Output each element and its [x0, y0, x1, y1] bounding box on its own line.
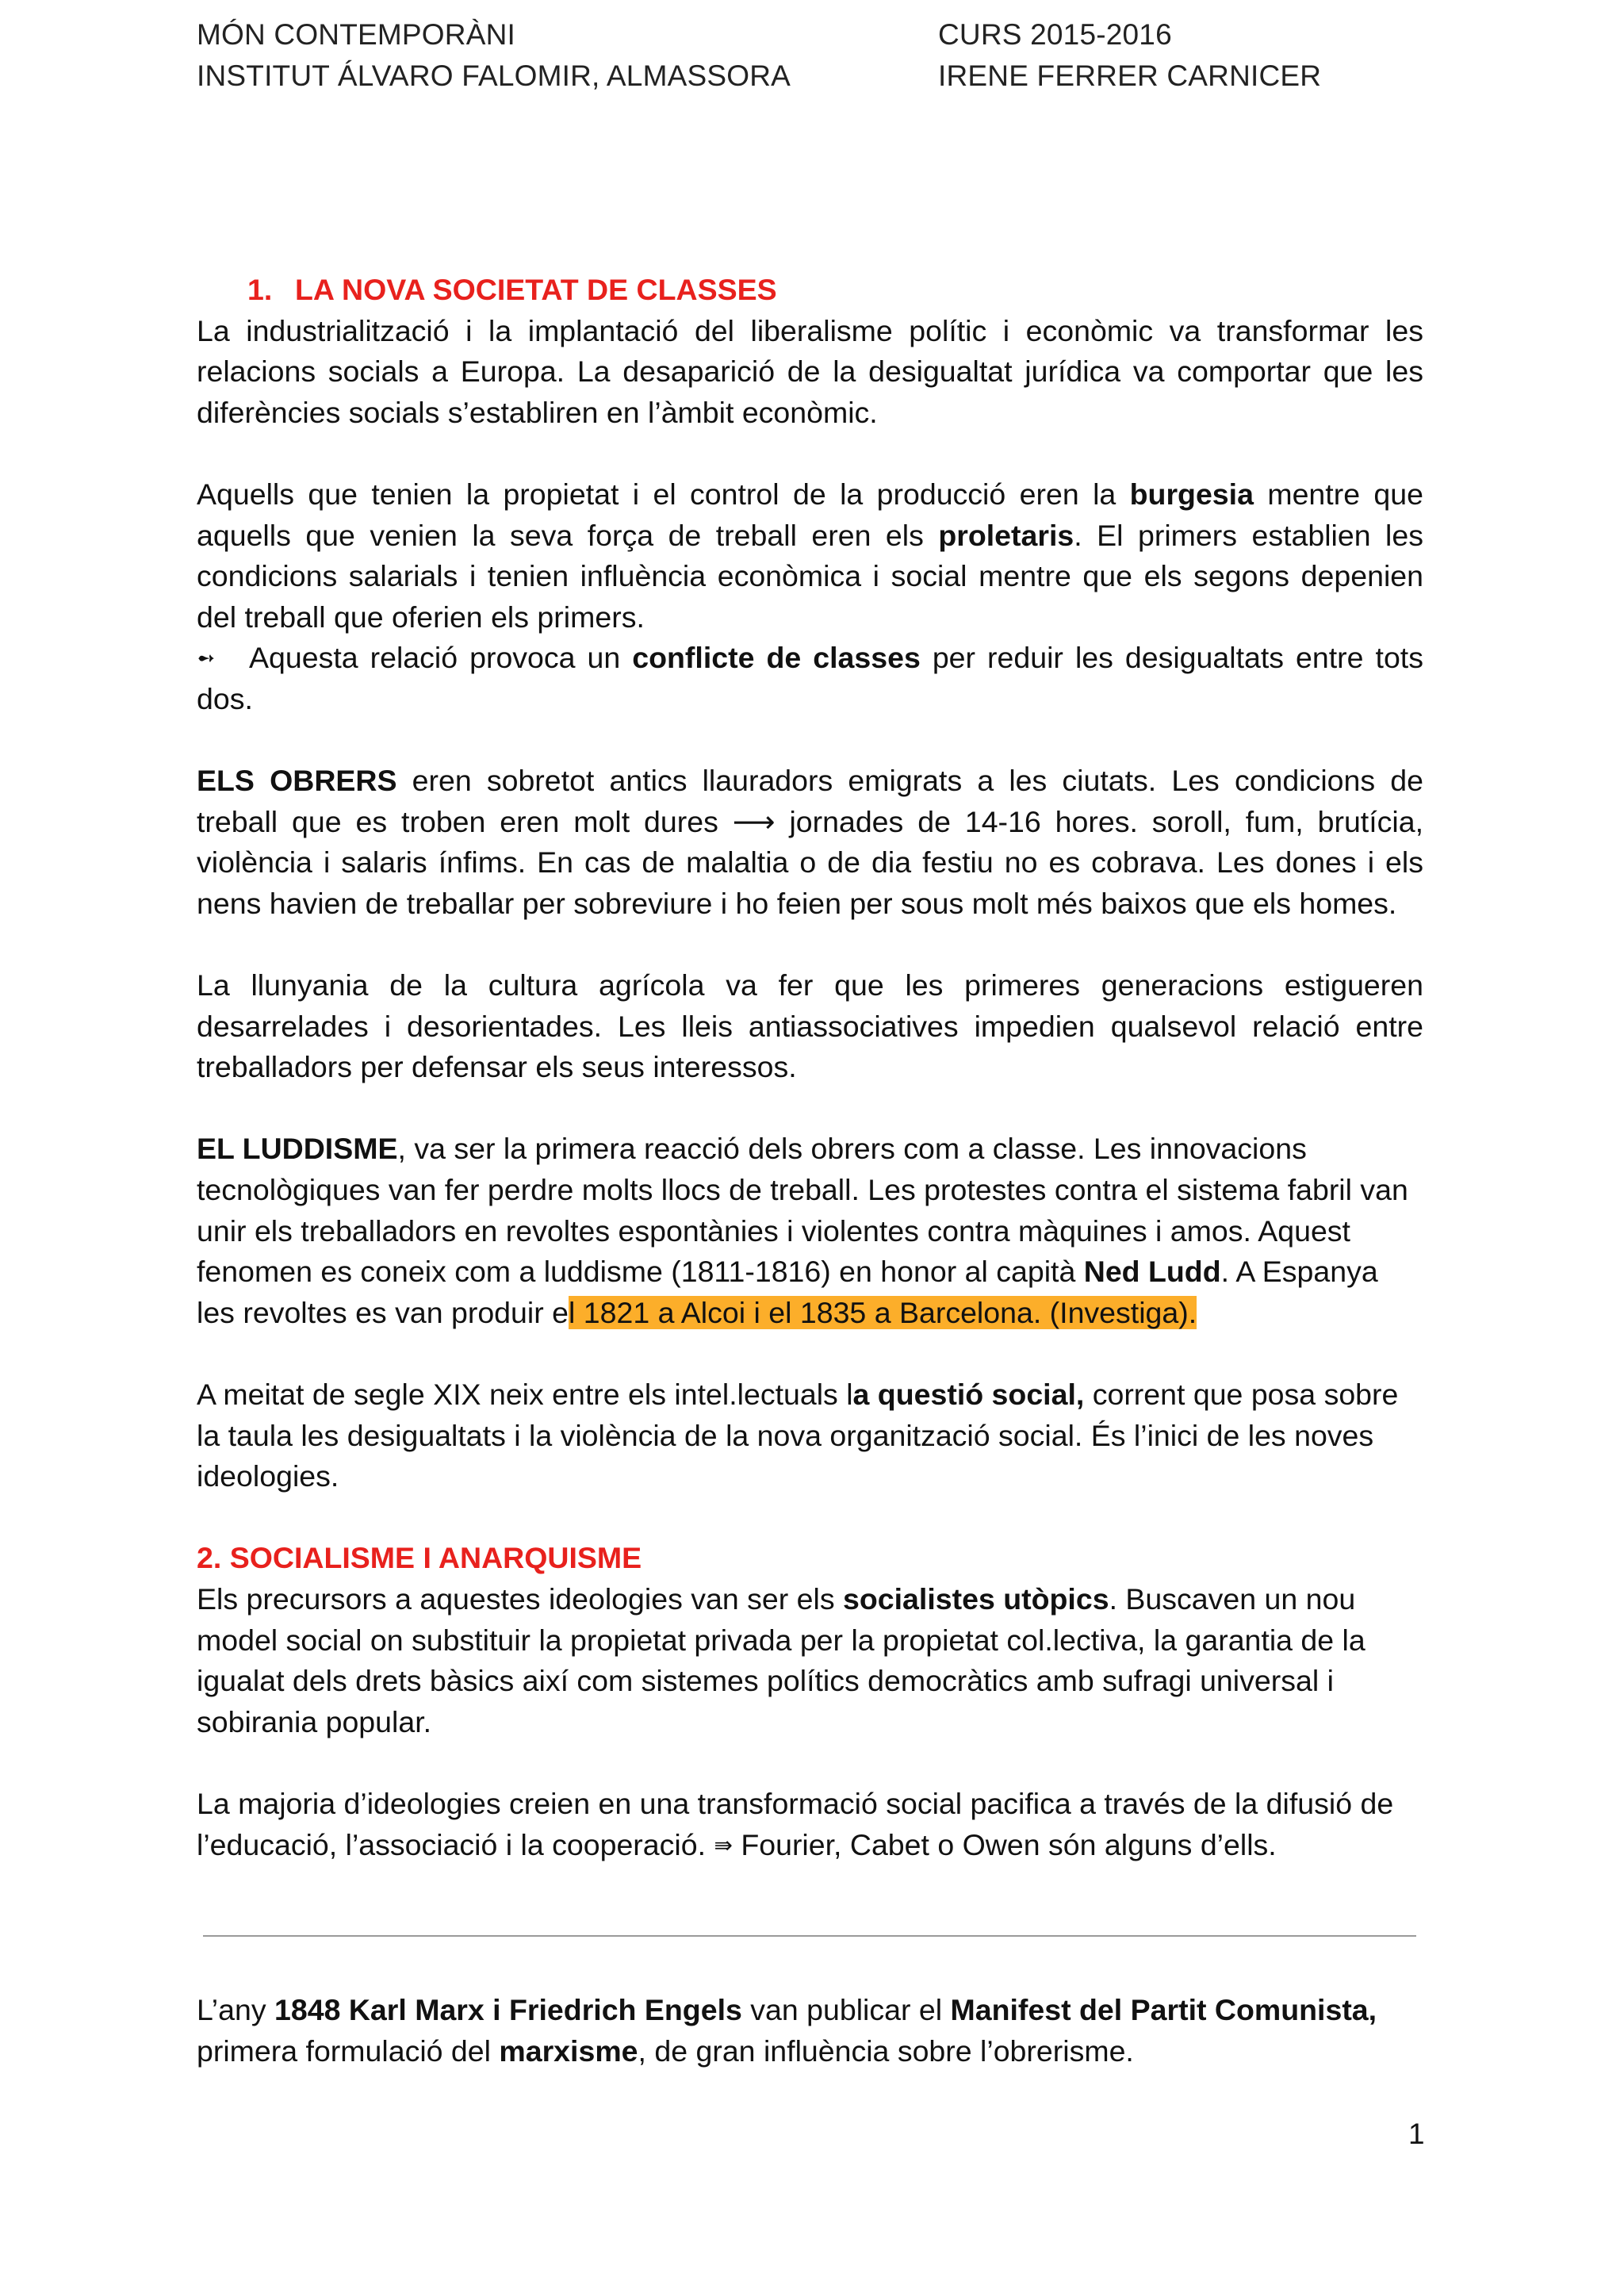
term-ned-ludd: Ned Ludd	[1083, 1255, 1221, 1289]
term-el-luddisme: EL LUDDISME	[197, 1132, 398, 1166]
term-marxisme: marxisme	[499, 2033, 638, 2068]
section-2-paragraph-2: La majoria d’ideologies creien en una transformació social pacifica a través de la difusió de l’educació, l’associació i la cooperació. ⇛ Fourier, Cabet o Owen són alguns d’ells.	[197, 1786, 1394, 1861]
term-manifest: Manifest del Partit Comunista,	[950, 1993, 1377, 2026]
section-1-paragraph-1: La industrialització i la implantació del liberalisme polític i econòmic va transformar les relacions socials a Europa. La desaparició de la desigualtat jurídica va comportar que les diferències socials s’establiren en l’àmbit econòmic.	[197, 313, 1423, 429]
section-1-arrow-paragraph: ➻ Aquesta relació provoca un conflicte de classes per reduir les desigualtats entre tots dos.	[197, 638, 1423, 719]
header-left	[197, 14, 791, 97]
term-questio-social: a questió social,	[852, 1378, 1085, 1412]
term-proletaris: proletaris	[938, 518, 1074, 552]
term-conflicte-de-classes: conflicte de classes	[632, 641, 921, 675]
horizontal-divider	[203, 1935, 1416, 1937]
term-socialistes-utopics: socialistes utòpics	[843, 1582, 1109, 1616]
term-burgesia: burgesia	[1129, 477, 1254, 511]
page-number: 1	[1408, 2118, 1425, 2150]
header-school: INSTITUT ÁLVARO FALOMIR, ALMASSORA	[197, 59, 791, 92]
section-1-paragraph-luddisme: EL LUDDISME, va ser la primera reacció dels obrers com a classe. Les innovacions tecnològiques van fer perdre molts llocs de treball. Les protestes contra el sistema fabril van unir els treballadors en revoltes espontànies i violentes contra màquines i amos. Aquest fenomen es coneix com a luddisme (1811-1816) en honor al capità Ned Ludd. A Espanya les revoltes es van produir el 1821 a Alcoi i el 1835 a Barcelona. (Investiga).	[197, 1132, 1408, 1329]
section-1-paragraph-obrers: ELS OBRERS eren sobretot antics llauradors emigrats a les ciutats. Les condicions de treball que es troben eren molt dures ⟶ jornades de 14-16 hores. soroll, fum, brutícia, violència i salaris ínfims. En cas de malaltia o de dia festiu no es cobrava. Les dones i els nens havien de treballar per sobreviure i ho feien per sous molt més baixos que els homes.	[197, 764, 1423, 920]
section-1-title: LA NOVA SOCIETAT DE CLASSES	[295, 273, 777, 306]
section-1-paragraph-2: Aquells que tenien la propietat i el control de la producció eren la burgesia mentre que aquells que venien la seva força de treball eren els proletaris. El primers establien les condicions salarials i tenien influència econòmica i social mentre que els segons depenien del treball que oferien els primers.	[197, 477, 1423, 634]
double-arrow-icon: ⇛	[714, 1832, 733, 1857]
section-1-paragraph-questio-social: A meitat de segle XIX neix entre els intel.lectuals la questió social, corrent que posa sobre la taula les desigualtats i la violència de la nova organització social. És l’inici de les noves ideologies.	[197, 1378, 1399, 1493]
header-author: IRENE FERRER CARNICER	[938, 59, 1322, 92]
header-right	[938, 14, 1321, 97]
section-2-heading: 2. SOCIALISME I ANARQUISME	[197, 1541, 642, 1575]
header-course-title: MÓN CONTEMPORÀNI	[197, 18, 515, 51]
term-marx-engels: 1848 Karl Marx i Friedrich Engels	[274, 1993, 742, 2026]
main-content	[197, 270, 1423, 1865]
section-1-heading	[197, 270, 1423, 311]
highlighted-text: l 1821 a Alcoi i el 1835 a Barcelona. (Investiga).	[569, 1295, 1197, 1329]
marxism-paragraph: L’any 1848 Karl Marx i Friedrich Engels van publicar el Manifest del Partit Comunista, primera formulació del marxisme, de gran influència sobre l’obrerisme.	[197, 1993, 1377, 2068]
marxism-paragraph-block	[197, 1990, 1434, 2072]
section-1-number: 1.	[247, 273, 273, 306]
header-school-year: CURS 2015-2016	[938, 18, 1172, 51]
section-2-paragraph-1: Els precursors a aquestes ideologies van ser els socialistes utòpics. Buscaven un nou model social on substituir la propietat privada per la propietat col.lectiva, la garantia de la igualat dels drets bàsics així com sistemes polítics democràtics amb sufragi universal i sobirania popular.	[197, 1582, 1365, 1738]
section-1-paragraph-llunyania: La llunyania de la cultura agrícola va fer que les primeres generacions estigueren desarrelades i desorientades. Les lleis antiassociatives impedien qualsevol relació entre treballadors per defensar els seus interessos.	[197, 968, 1423, 1084]
arrow-icon: ➻	[197, 646, 216, 671]
term-els-obrers: ELS OBRERS	[197, 764, 397, 798]
